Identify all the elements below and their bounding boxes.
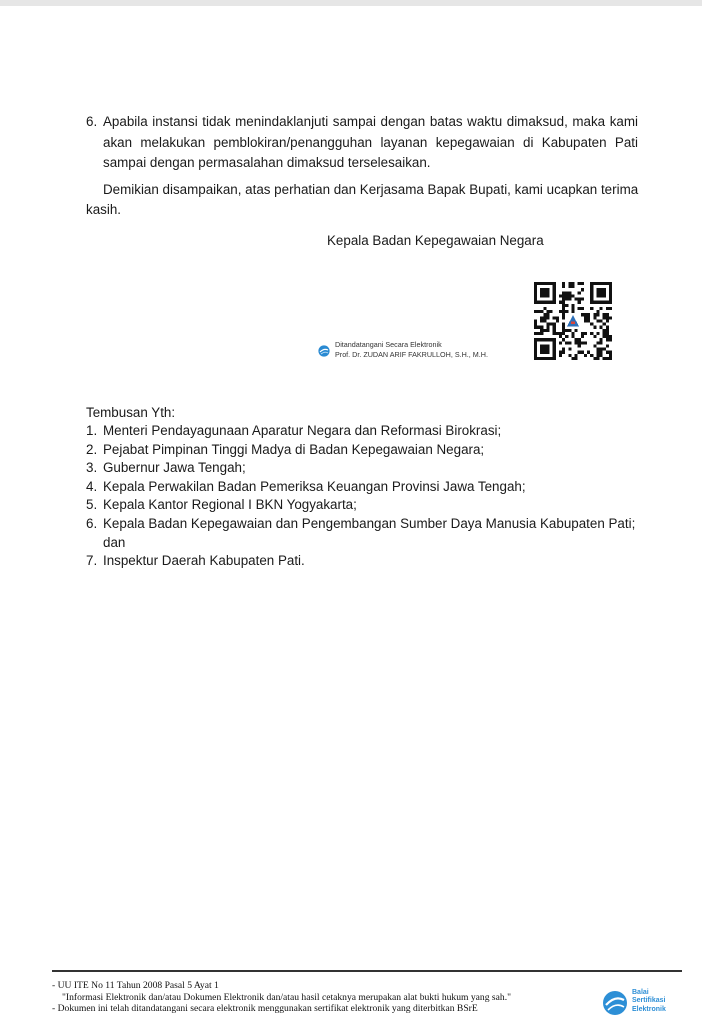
cc-item: [86, 422, 656, 441]
cc-item: [86, 496, 656, 515]
cc-item-number: 1.: [86, 423, 98, 438]
cc-item-number: 6.: [86, 515, 98, 531]
bsre-logo-icon: [602, 990, 628, 1016]
cc-item-continuation: [86, 534, 656, 553]
cc-item-number: 4.: [86, 478, 98, 494]
signer-name: Prof. Dr. ZUDAN ARIF FAKRULLOH, S.H., M.H.: [335, 350, 488, 359]
cc-item-number: 5.: [86, 497, 98, 513]
bsre-logo-wordmark: [632, 989, 666, 1014]
cc-item-text: Kepala Perwakilan Badan Pemeriksa Keuangan Provinsi Jawa Tengah;: [103, 478, 526, 494]
cc-item: [86, 515, 656, 534]
closing-line-1: Demikian disampaikan, atas perhatian dan Kerjasama Bapak Bupati, kami ucapkan terima: [103, 182, 639, 197]
cc-item-text: Kepala Badan Kepegawaian dan Pengembangan Sumber Daya Manusia Kabupaten Pati;: [103, 515, 636, 531]
esign-caption: Ditandatangani Secara Elektronik: [335, 340, 442, 349]
item-line-1: Apabila instansi tidak menindaklanjuti sampai dengan batas waktu dimaksud, maka kami: [103, 114, 638, 129]
footer-notice: [52, 980, 511, 1015]
closing-paragraph: [86, 180, 638, 219]
document-page: [0, 6, 702, 1024]
bsre-logo: [602, 988, 692, 1018]
item-text: [103, 112, 638, 174]
cc-item-text: Kepala Kantor Regional I BKN Yogyakarta;: [103, 497, 357, 513]
cc-item-text: Inspektur Daerah Kabupaten Pati.: [103, 553, 305, 569]
bsre-word: Elektronik: [632, 1005, 666, 1013]
cc-item-number: 3.: [86, 460, 98, 476]
item-line-3: sampai dengan permasalahan dimaksud terselesaikan.: [103, 155, 431, 170]
cc-item: [86, 441, 656, 460]
item-number: 6.: [86, 114, 98, 129]
cc-item-number: 7.: [86, 553, 98, 569]
footer-law-quote: "Informasi Elektronik dan/atau Dokumen Elektronik dan/atau hasil cetaknya merupakan alat bukti hukum yang sah.": [62, 991, 512, 1003]
cc-item-number: 2.: [86, 441, 98, 457]
item-line-2: akan melakukan pemblokiran/penangguhan layanan kepegawaian di Kabupaten Pati: [103, 134, 638, 150]
cc-item-text: Gubernur Jawa Tengah;: [103, 460, 246, 476]
cc-item-text: dan: [103, 534, 126, 550]
footer-signature-note: - Dokumen ini telah ditandatangani secara elektronik menggunakan sertifikat elektronik yang diterbitkan BSrE: [52, 1003, 478, 1014]
cc-list: [86, 422, 656, 571]
cc-item: [86, 459, 656, 478]
qr-code-icon: [534, 282, 612, 360]
bsre-word: Sertifikasi: [632, 997, 666, 1005]
cc-item: [86, 552, 656, 571]
closing-line-2: kasih.: [86, 201, 121, 217]
footer-law-reference: - UU ITE No 11 Tahun 2008 Pasal 5 Ayat 1: [52, 980, 219, 991]
footer-divider: [52, 970, 682, 972]
bsre-globe-icon: [318, 345, 330, 357]
cc-item-text: Menteri Pendayagunaan Aparatur Negara dan Reformasi Birokrasi;: [103, 423, 502, 438]
cc-item: [86, 478, 656, 497]
signer-title: Kepala Badan Kepegawaian Negara: [327, 233, 544, 248]
cc-item-text: Pejabat Pimpinan Tinggi Madya di Badan Kepegawaian Negara;: [103, 441, 485, 457]
bsre-word: Balai: [632, 989, 649, 996]
cc-title: Tembusan Yth:: [86, 405, 176, 420]
